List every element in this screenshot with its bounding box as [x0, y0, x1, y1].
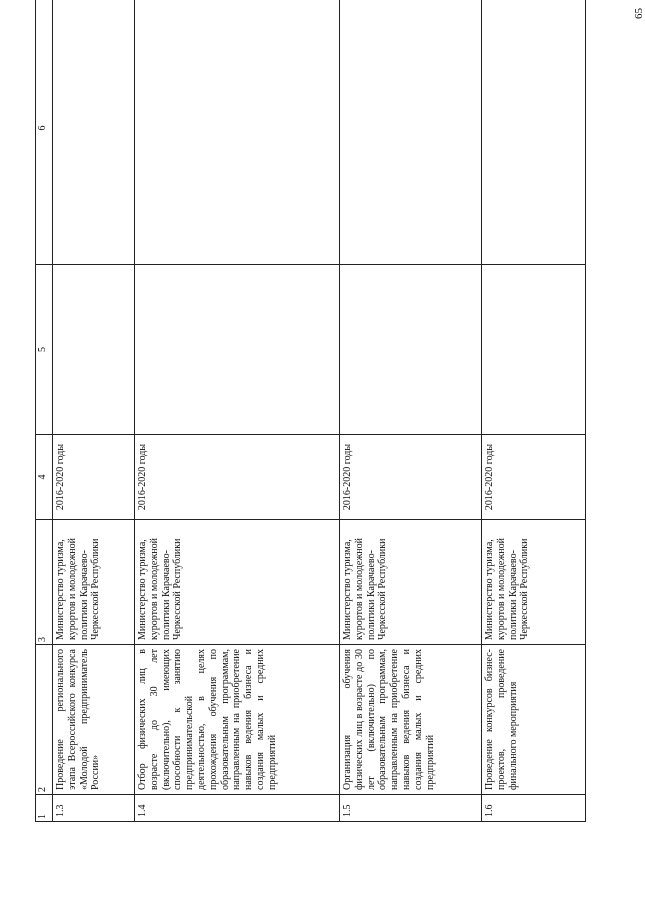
- row-number: 1.6: [482, 795, 586, 822]
- col6-cell: [340, 0, 482, 265]
- row-number: 1.5: [340, 795, 482, 822]
- page-number: 65: [633, 8, 645, 19]
- row-number: 1.4: [135, 795, 340, 822]
- program-measures-table: [35, 0, 586, 822]
- col5-cell: [135, 265, 340, 435]
- header-col-2: 2: [36, 645, 53, 795]
- rotated-table-wrapper: [35, 22, 585, 822]
- header-col-6: 6: [36, 0, 53, 265]
- period-cell: 2016-2020 годы: [482, 435, 586, 520]
- header-row: [36, 0, 53, 822]
- header-col-4: 4: [36, 435, 53, 520]
- table-row: [340, 0, 482, 822]
- document-page: [35, 22, 585, 822]
- col6-cell: [135, 0, 340, 265]
- event-cell: Проведение регионального этапа Всероссийского конкурса «Молодой предприниматель России»: [53, 645, 135, 795]
- event-cell: Организация обучения физических лиц в возрасте до 30 лет (включительно) по образовательным программам, направленным на приобретение навыков ведения бизнеса и создания малых и средних предприятий: [340, 645, 482, 795]
- event-cell: Отбор физических лиц в возрасте до 30 лет (включительно), имеющих способности к занятию предпринимательской деятельностью, в целях прохождения обучения по образовательным программам, направленным на приобретение навыков ведения бизнеса и создания малых и средних предприятий: [135, 645, 340, 795]
- table-row: [482, 0, 586, 822]
- header-col-1: 1: [36, 795, 53, 822]
- period-cell: 2016-2020 годы: [53, 435, 135, 520]
- period-cell: 2016-2020 годы: [340, 435, 482, 520]
- executor-cell: Министерство туризма, курортов и молодежной политики Карачаево-Черкесской Республики: [53, 520, 135, 645]
- col5-cell: [482, 265, 586, 435]
- executor-cell: Министерство туризма, курортов и молодежной политики Карачаево-Черкесской Республики: [482, 520, 586, 645]
- col6-cell: [53, 0, 135, 265]
- executor-cell: Министерство туризма, курортов и молодежной политики Карачаево-Черкесской Республики: [135, 520, 340, 645]
- event-cell: Проведение конкурсов бизнес-проектов, проведение финального мероприятия: [482, 645, 586, 795]
- col5-cell: [53, 265, 135, 435]
- header-col-5: 5: [36, 265, 53, 435]
- row-number: 1.3: [53, 795, 135, 822]
- header-col-3: 3: [36, 520, 53, 645]
- period-cell: 2016-2020 годы: [135, 435, 340, 520]
- col5-cell: [340, 265, 482, 435]
- table-row: [135, 0, 340, 822]
- col6-cell: [482, 0, 586, 265]
- table-row: [53, 0, 135, 822]
- executor-cell: Министерство туризма, курортов и молодежной политики Карачаево-Черкесской Республики: [340, 520, 482, 645]
